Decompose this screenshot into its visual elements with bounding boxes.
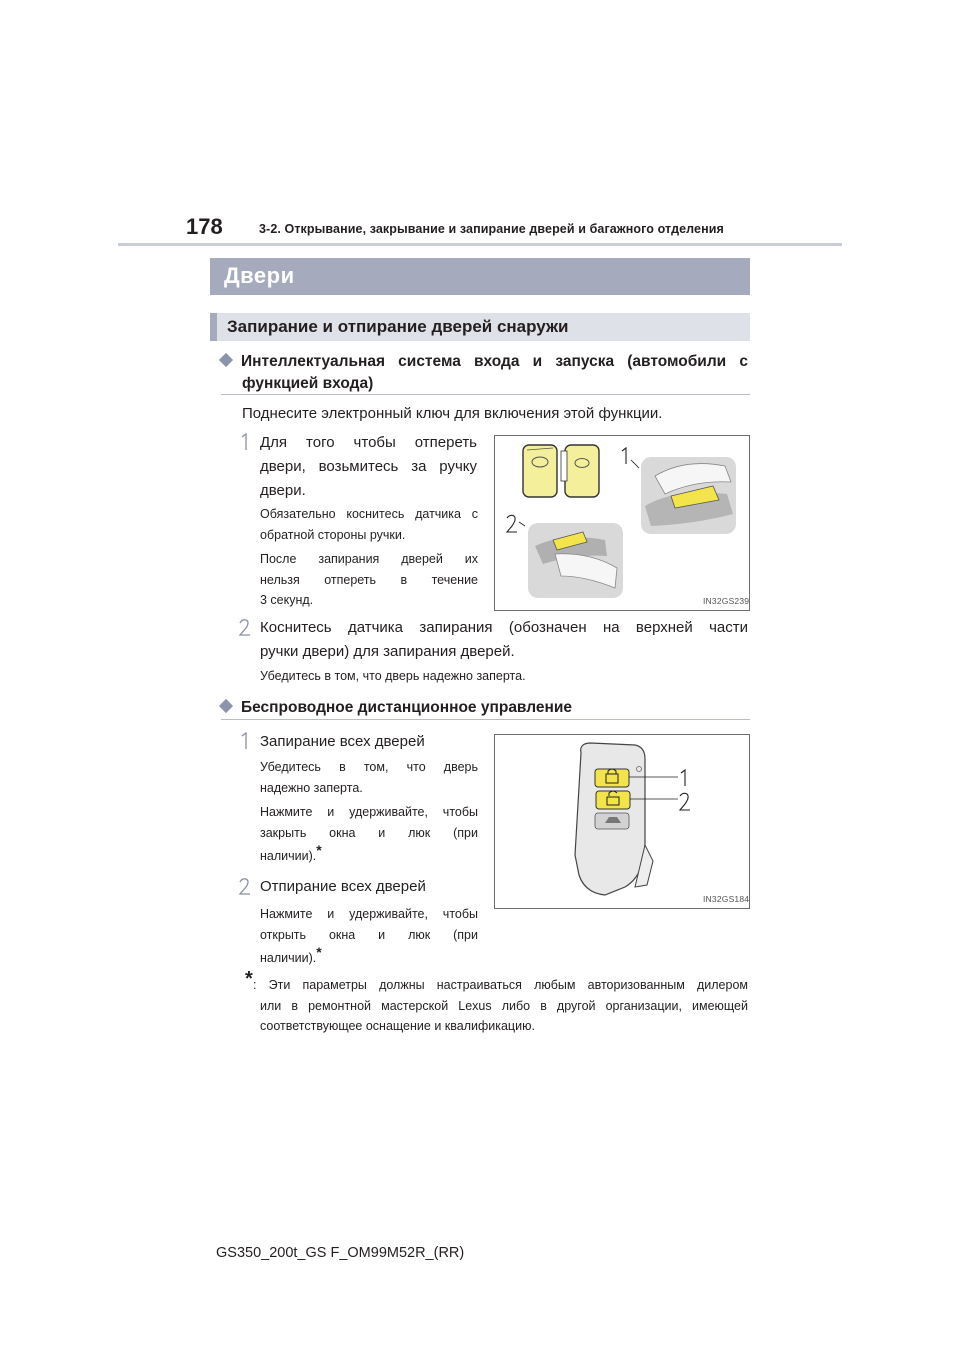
- item1-note1-line1: Обязательно коснитесь датчика с: [260, 507, 478, 521]
- figure1-id: IN32GS239: [703, 596, 750, 606]
- diamond-bullet-icon: [219, 699, 233, 713]
- heading-rule: [221, 394, 750, 395]
- key-fob-figure: [494, 734, 750, 909]
- item2-line1: Коснитесь датчика запирания (обозначен на верхней части: [260, 619, 748, 636]
- footnote-star: *: [245, 968, 253, 990]
- heading-rule: [221, 719, 750, 720]
- page-number: 178: [186, 214, 223, 239]
- key-fob-illustration: [495, 735, 749, 908]
- item1-note2-line2: нельзя отпереть в течение: [260, 573, 478, 587]
- header-divider: [118, 243, 842, 246]
- footnote-line3: соответствующее оснащение и квалификацию.: [260, 1019, 535, 1033]
- figure2-id: IN32GS184: [703, 894, 750, 904]
- door-handle-figure: [494, 435, 750, 611]
- wireless-item1-note2-line3: наличии).*: [260, 842, 322, 863]
- wireless-item1-note1-line2: надежно заперта.: [260, 781, 363, 795]
- wireless-heading: Беспроводное дистанционное управление: [221, 697, 572, 719]
- number-2-icon: [237, 877, 253, 895]
- section-title: Двери: [224, 263, 295, 288]
- item2-line2: ручки двери) для запирания дверей.: [260, 643, 515, 660]
- number-1-icon: [238, 433, 252, 451]
- smart-entry-heading: Интеллектуальная система входа и запуска (автомобили с: [221, 351, 748, 373]
- door-handle-illustration: [495, 436, 749, 610]
- wireless-item1-note1-line1: Убедитесь в том, что дверь: [260, 760, 478, 774]
- item1-line2: двери, возьмитесь за ручку: [260, 458, 477, 475]
- item1-note1-line2: обратной стороны ручки.: [260, 528, 406, 542]
- item1-note2-line3: 3 секунд.: [260, 593, 314, 607]
- number-1-icon: [238, 732, 252, 750]
- item1-note2-line1: После запирания дверей их: [260, 552, 478, 566]
- wireless-item2-note-line1: Нажмите и удерживайте, чтобы: [260, 907, 478, 921]
- wireless-item2-note-line2: открыть окна и люк (при: [260, 928, 478, 942]
- wireless-item1-note2-line1: Нажмите и удерживайте, чтобы: [260, 805, 478, 819]
- wireless-item2-note-line3: наличии).*: [260, 944, 322, 965]
- chapter-title: 3-2. Открывание, закрывание и запирание дверей и багажного отделения: [259, 222, 724, 236]
- section-title-bar: [210, 258, 750, 295]
- wireless-item1-title: Запирание всех дверей: [260, 733, 425, 750]
- wireless-item2-title: Отпирание всех дверей: [260, 878, 426, 895]
- number-2-icon: [237, 618, 253, 636]
- subsection-stripe: [210, 313, 217, 341]
- smart-entry-heading-cont: функцией входа): [242, 375, 374, 392]
- wireless-item1-note2-line2: закрыть окна и люк (при: [260, 826, 478, 840]
- subsection-title: Запирание и отпирание дверей снаружи: [227, 317, 569, 336]
- footnote-line2: или в ремонтной мастерской Lexus либо в другой организации, имеющей: [260, 999, 748, 1013]
- footnote-line1: : Эти параметры должны настраиваться любым авторизованным дилером: [253, 978, 748, 992]
- item1-line3: двери.: [260, 482, 306, 499]
- subsection-title-bar: [210, 313, 750, 341]
- footer-model-code: GS350_200t_GS F_OM99M52R_(RR): [216, 1245, 465, 1261]
- diamond-bullet-icon: [219, 353, 233, 367]
- smart-entry-intro: Поднесите электронный ключ для включения этой функции.: [242, 405, 663, 422]
- item2-note: Убедитесь в том, что дверь надежно заперта.: [260, 669, 526, 683]
- item1-line1: Для того чтобы отпереть: [260, 434, 477, 451]
